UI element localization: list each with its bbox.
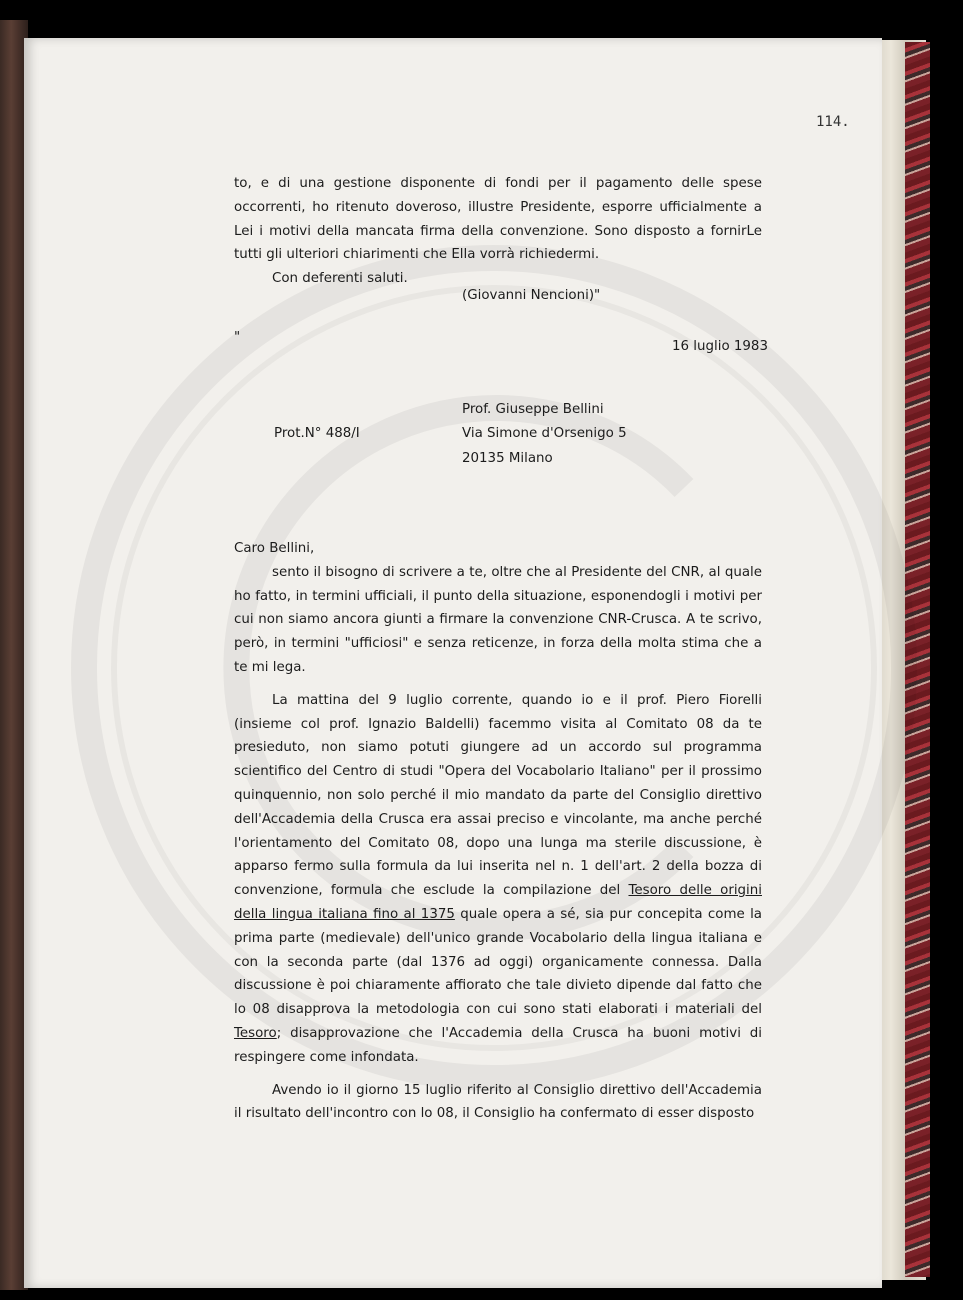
salutation: Con deferenti saluti. [272,271,408,287]
greeting: Caro Bellini, [234,541,315,556]
closing-paragraph: to, e di una gestione disponente di fondi per il pagamento delle spese occorrenti, ho ritenuto doveroso, illustre Presidente, esporre ufficialmente a Lei i motivi della mancata firma della convenzione. Sono disposto a fornirLe tutti gli ulteriori chiarimenti che Ella vorrà richiedermi. [234,176,762,263]
letter1-closing [234,172,762,291]
underlined-title: Tesoro delle origini della lingua italiana fino al 1375 [234,883,762,922]
opening-quote-mark: " [234,330,241,345]
letter-date: 16 luglio 1983 [672,339,768,354]
page-number: 114. [816,114,850,130]
recipient-city: 20135 Milano [462,451,553,466]
underlined-tesoro: Tesoro [234,1025,277,1041]
body-paragraph-2: La mattina del 9 luglio corrente, quando io e il prof. Piero Fiorelli (insieme col prof. Ignazio Baldelli) facemmo visita al Comitato 08 da te presieduto, non siamo potuti giungere ad un accordo sul programma scientifico del Centro di studi "Opera del Vocabolario Italiano" per il prossimo quinquennio, non solo perché il mio mandato da parte del Consiglio direttivo dell'Accademia della Crusca era assai preciso e vincolante, ma anche perché l'orientamento del Comitato 08, dopo una lunga ma sterile discussione, è apparso fermo sulla formula da lui inserita nel n. 1 dell'art. 2 della bozza di convenzione, formula che esclude la compilazione del Tesoro delle origini della lingua italiana fino al 1375 quale opera a sé, sia pur concepita come la prima parte (medievale) dell'unico grande Vocabolario della lingua italiana e con la seconda parte (dal 1376 ad oggi) organicamente connessa. Dalla discussione è poi chiaramente affiorato che tale divieto dipende dal fatto che lo 08 disapprova la metodologia con cui sono stati elaborati i materiali del Tesoro; disapprovazione che l'Accademia della Crusca ha buoni motivi di respingere come infondata. [234,692,762,1065]
recipient-name: Prof. Giuseppe Bellini [462,402,604,417]
signature: (Giovanni Nencioni)" [462,288,601,303]
recipient-street: Via Simone d'Orsenigo 5 [462,426,627,441]
body-paragraph-3: Avendo io il giorno 15 luglio riferito al Consiglio direttivo dell'Accademia il risultato dell'incontro con lo 08, il Consiglio ha confermato di esser disposto [234,1082,762,1122]
marbled-cover-edge [905,42,930,1277]
body-paragraph-1: sento il bisogno di scrivere a te, oltre che al Presidente del CNR, al quale ho fatto, in termini ufficiali, il punto della situazione, esponendogli i motivi per cui non siamo ancora giunti a firmare la convenzione CNR-Crusca. A te scrivo, però, in termini "ufficiosi" e senza reticenze, in forza della molta stima che a te mi lega. [234,564,762,675]
protocol-number: Prot.N° 488/I [274,426,360,441]
letter2-body [234,537,762,1126]
